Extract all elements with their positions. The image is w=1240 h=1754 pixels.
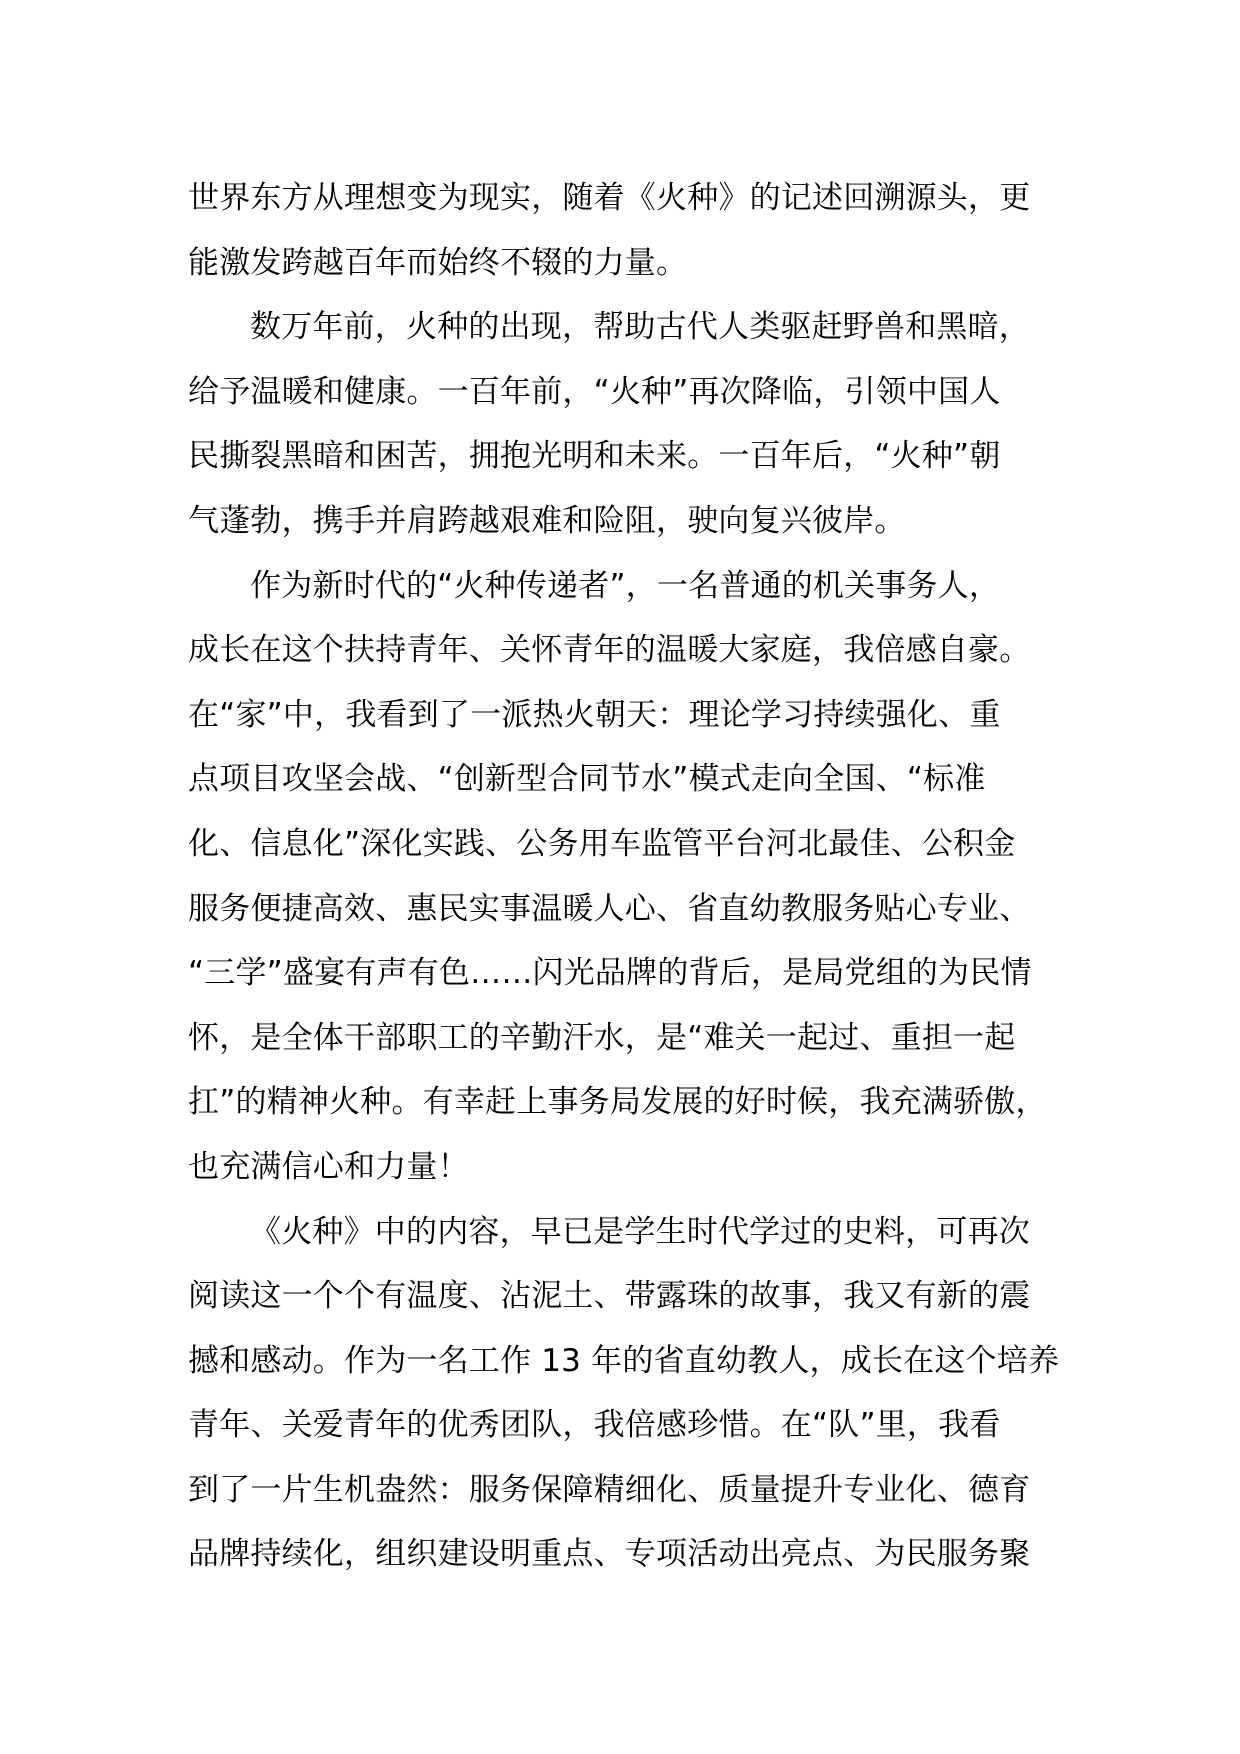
text-line: 也充满信心和力量！ [188, 1148, 469, 1185]
text-line: 到了一片生机盎然：服务保障精细化、质量提升专业化、德育 [188, 1471, 1031, 1508]
text-line: 服务便捷高效、惠民实事温暖人心、省直幼教服务贴心专业、 [188, 890, 1031, 927]
text-line: 品牌持续化，组织建设明重点、专项活动出亮点、为民服务聚 [188, 1536, 1031, 1573]
text-line: 撼和感动。作为一名工作 13 年的省直幼教人，成长在这个培养 [188, 1342, 1060, 1379]
text-line: 给予温暖和健康。一百年前，“火种”再次降临，引领中国人 [188, 373, 1001, 410]
body-text [188, 166, 1068, 1587]
text-line: 民撕裂黑暗和困苦，拥抱光明和未来。一百年后，“火种”朝 [188, 438, 1001, 475]
text-line: “三学”盛宴有声有色……闪光品牌的背后，是局党组的为民情 [188, 955, 1032, 992]
text-line: 怀，是全体干部职工的辛勤汗水，是“难关一起过、重担一起 [188, 1019, 1016, 1056]
text-line: 青年、关爱青年的优秀团队，我倍感珍惜。在“队”里，我看 [188, 1407, 1001, 1444]
text-line: 化、信息化”深化实践、公务用车监管平台河北最佳、公积金 [188, 825, 1016, 862]
text-line: 《火种》中的内容，早已是学生时代学过的史料，可再次 [250, 1213, 1030, 1250]
text-line: 扛”的精神火种。有幸赶上事务局发展的好时候，我充满骄傲， [188, 1084, 1047, 1121]
text-line: 在“家”中，我看到了一派热火朝天：理论学习持续强化、重 [188, 696, 1001, 733]
text-line: 成长在这个扶持青年、关怀青年的温暖大家庭，我倍感自豪。 [188, 632, 1031, 669]
text-line: 作为新时代的“火种传递者”，一名普通的机关事务人， [250, 567, 1001, 604]
text-line: 气蓬勃，携手并肩跨越艰难和险阻，驶向复兴彼岸。 [188, 502, 906, 539]
text-line: 数万年前，火种的出现，帮助古代人类驱赶野兽和黑暗， [250, 309, 1030, 346]
text-line: 点项目攻坚会战、“创新型合同节水”模式走向全国、“标准 [188, 761, 986, 798]
text-line: 世界东方从理想变为现实，随着《火种》的记述回溯源头，更 [188, 180, 1031, 216]
text-line: 能激发跨越百年而始终不辍的力量。 [188, 244, 688, 281]
text-line: 阅读这一个个有温度、沾泥土、带露珠的故事，我又有新的震 [188, 1278, 1031, 1315]
